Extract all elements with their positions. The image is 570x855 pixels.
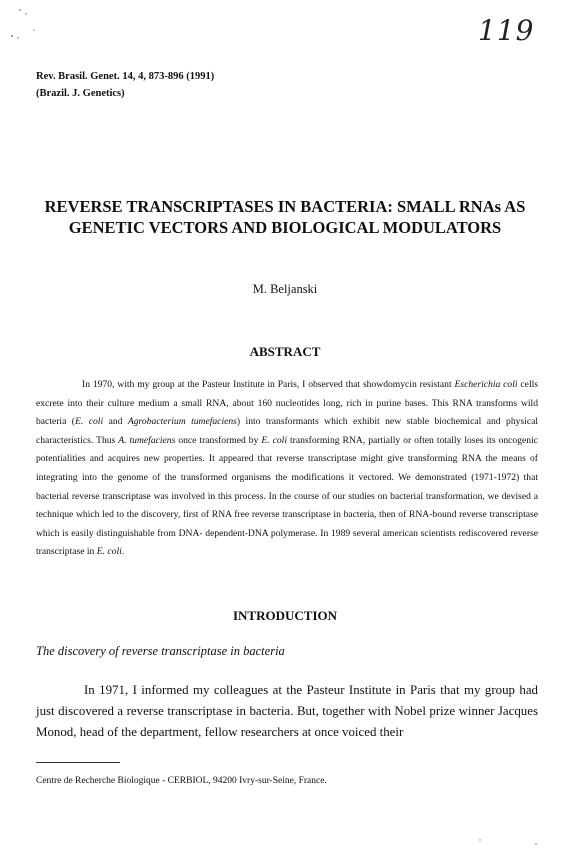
scan-specks [6, 6, 56, 46]
introduction-paragraph [36, 680, 538, 743]
abstract-italic-term: E. coli [75, 416, 104, 428]
title-line-1: REVERSE TRANSCRIPTASES IN BACTERIA: SMALL RNAs AS [44, 197, 526, 216]
footnote: Centre de Recherche Biologique - CERBIOL, 94200 Ivry-sur-Seine, France. [36, 776, 327, 786]
author: M. Beljanski [252, 282, 318, 296]
abstract-heading: ABSTRACT [249, 344, 321, 359]
abstract-italic-term: E. coli [96, 546, 122, 558]
abstract-text-run: In 1970, with my group at the Pasteur Institute in Paris, I observed that showdomycin resistant [82, 379, 455, 390]
introduction-paragraph-text: In 1971, I informed my colleagues at the Pasteur Institute in Paris that my group had just discovered a reverse transcriptase in bacteria. But, together with Nobel prize winner Jacques Monod, head of the department, fellow researchers at once voiced their [36, 683, 538, 739]
title-line-2: GENETIC VECTORS AND BIOLOGICAL MODULATORS [68, 218, 502, 237]
abstract-italic-term: Agrobacterium tumefaciens [127, 416, 237, 428]
footnote-divider [36, 762, 120, 763]
section-subheading: The discovery of reverse transcriptase in bacteria [36, 644, 285, 658]
article-title [24, 196, 546, 238]
abstract-italic-term: A. tumefaciens [118, 434, 176, 446]
journal-name: (Brazil. J. Genetics) [36, 88, 125, 99]
abstract-text [36, 376, 538, 562]
abstract-text-run: ) into transformants which exhibit new stable biochemical and physical characteristics. Thus [36, 416, 539, 446]
abstract-italic-term: Escherichia coli [454, 379, 518, 390]
abstract-text-run: transforming RNA, partially or often totally loses its oncogenic potentialities and acquires new properties. It appeared that reverse transcriptase might give transforming RNA the means of integrating into the genome of the transformed organisms the modifications it vectored. We demonstrated (1971-1972) that bacterial reverse transcriptase was involved in this process. In the course of our studies on bacterial transformation, we devised a technique which led to the discovery, first of RNA free reverse transcriptase in bacteria, then of RNA-bound reverse transcriptase which is easily distinguishable from DNA- dependent-DNA polymerase. In 1989 several american scientists rediscovered reverse transcriptase in [36, 434, 539, 558]
introduction-heading: INTRODUCTION [232, 608, 337, 623]
abstract-text-run: . [121, 546, 125, 558]
abstract-italic-term: E. coli [261, 434, 288, 446]
journal-info [36, 68, 214, 102]
abstract-text-run: once transformed by [175, 434, 262, 446]
abstract-text-run: cells excrete into their culture medium a small RNA, about 160 nucleotides long, rich in purine bases. This RNA transforms wild bacteria ( [36, 379, 539, 428]
abstract-text-run: and [103, 416, 128, 428]
journal-citation: Rev. Brasil. Genet. 14, 4, 873-896 (1991) [36, 71, 215, 82]
scan-specks-bottom [440, 836, 540, 848]
handwritten-page-number: 119 [478, 14, 535, 47]
